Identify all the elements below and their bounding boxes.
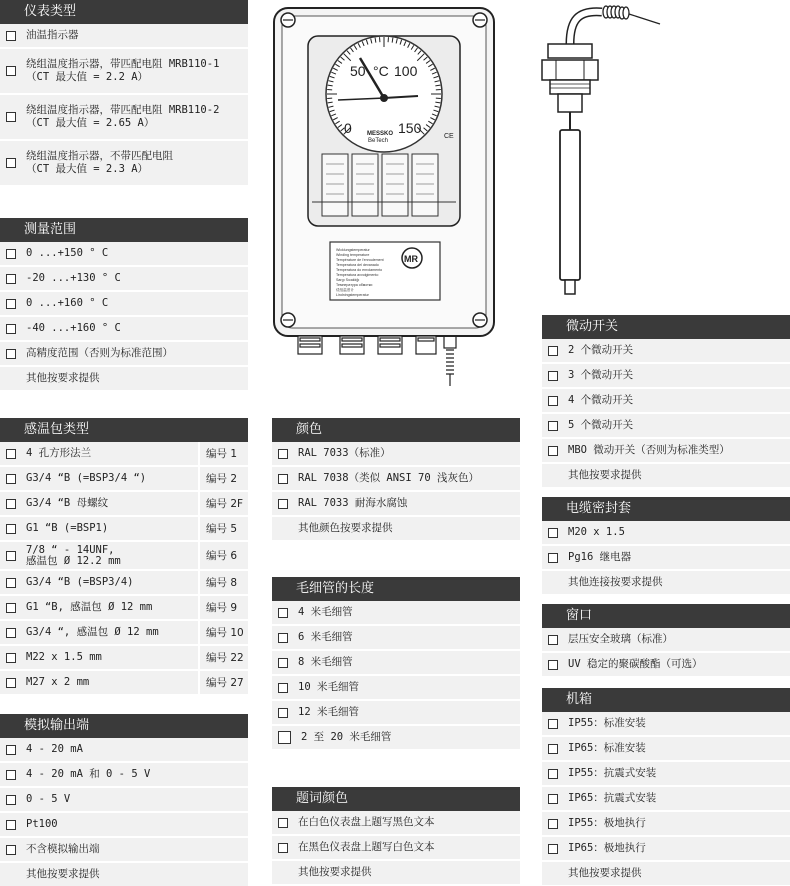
sensor-probe-illustration <box>520 0 670 312</box>
option-row[interactable]: 4 - 20 mA 和 0 - 5 V <box>0 763 248 788</box>
option-row[interactable]: 层压安全玻璃（标准） <box>542 628 790 653</box>
gauge-label-0: 0 <box>344 120 352 136</box>
checkbox[interactable] <box>6 249 16 259</box>
checkbox[interactable] <box>278 843 288 853</box>
option-row[interactable]: 7/8 “ - 14UNF, 感温包 Ø 12.2 mm 编号 6 <box>0 542 248 571</box>
option-row[interactable]: G3/4 “B (=BSP3/4) 编号 8 <box>0 571 248 596</box>
gauge-label-150: 150 <box>398 120 422 136</box>
svg-text:Wicklungstemperatur: Wicklungstemperatur <box>336 248 370 252</box>
checkbox[interactable] <box>278 499 288 509</box>
svg-text:Temperatura avvolgimento: Temperatura avvolgimento <box>336 273 379 277</box>
option-row[interactable]: M27 x 2 mm 编号 27 <box>0 671 248 696</box>
checkbox[interactable] <box>278 474 288 484</box>
section-capillary <box>272 577 520 751</box>
section-bulb <box>0 418 248 696</box>
checkbox[interactable] <box>6 603 16 613</box>
option-row[interactable]: IP65：标准安装 <box>542 737 790 762</box>
checkbox[interactable] <box>6 653 16 663</box>
checkbox[interactable] <box>6 678 16 688</box>
other-row: 其他按要求提供 <box>0 863 248 886</box>
checkbox[interactable] <box>548 346 558 356</box>
option-row[interactable]: 4 米毛细管 <box>272 601 520 626</box>
option-row[interactable]: 在白色仪表盘上题写黑色文本 <box>272 811 520 836</box>
checkbox[interactable] <box>6 474 16 484</box>
option-row[interactable]: G3/4 “B (=BSP3/4 “) 编号 2 <box>0 467 248 492</box>
section-title: 机箱 <box>542 688 790 712</box>
checkbox[interactable] <box>548 794 558 804</box>
svg-text:Температура обмотки: Температура обмотки <box>336 283 373 287</box>
option-row[interactable]: 3 个微动开关 <box>542 364 790 389</box>
option-row[interactable]: Pg16 继电器 <box>542 546 790 571</box>
option-row[interactable]: G1 “B, 感温包 Ø 12 mm 编号 9 <box>0 596 248 621</box>
checkbox[interactable] <box>548 553 558 563</box>
option-row[interactable]: 0 - 5 V <box>0 788 248 813</box>
other-row: 其他颜色按要求提供 <box>272 517 520 542</box>
option-row[interactable]: 高精度范围（否则为标准范围） <box>0 342 248 367</box>
option-row[interactable]: 油温指示器 <box>0 24 248 49</box>
other-row: 其他连接按要求提供 <box>542 571 790 596</box>
checkbox[interactable] <box>548 635 558 645</box>
option-row[interactable]: 绕组温度指示器，带匹配电阻 MRB110-2 （CT 最大值 = 2.65 A） <box>0 95 248 141</box>
checkbox[interactable] <box>548 769 558 779</box>
option-row[interactable]: G3/4 “, 感温包 Ø 12 mm 编号 10 <box>0 621 248 646</box>
checkbox[interactable] <box>548 719 558 729</box>
checkbox[interactable] <box>548 660 558 670</box>
checkbox[interactable] <box>6 31 16 41</box>
section-title: 仪表类型 <box>0 0 248 24</box>
section-title: 颜色 <box>272 418 520 442</box>
svg-text:Temperatura do enrolamento: Temperatura do enrolamento <box>336 268 383 272</box>
checkbox[interactable] <box>548 446 558 456</box>
checkbox[interactable] <box>278 818 288 828</box>
gauge-label-50: 50 <box>350 63 366 79</box>
checkbox[interactable] <box>278 683 288 693</box>
option-row[interactable]: G1 “B (=BSP1) 编号 5 <box>0 517 248 542</box>
svg-text:Winding temperature: Winding temperature <box>336 253 370 257</box>
checkbox[interactable] <box>6 324 16 334</box>
option-row[interactable]: G3/4 “B 母螺纹 编号 2F <box>0 492 248 517</box>
checkbox[interactable] <box>6 158 16 168</box>
brand-bottom: BeTech <box>368 138 389 144</box>
section-caption-color <box>272 787 520 886</box>
section-title: 模拟输出端 <box>0 714 248 738</box>
gauge-unit: °C <box>373 63 389 79</box>
checkbox[interactable] <box>278 708 288 718</box>
checkbox[interactable] <box>548 744 558 754</box>
option-row[interactable]: IP65：抗震式安装 <box>542 787 790 812</box>
svg-text:绕组温度计: 绕组温度计 <box>336 288 354 292</box>
section-range <box>0 218 248 392</box>
svg-text:Sargı Sıcaklığı: Sargı Sıcaklığı <box>336 278 360 282</box>
checkbox[interactable] <box>6 745 16 755</box>
option-row[interactable]: 绕组温度指示器，不带匹配电阻 （CT 最大值 = 2.3 A） <box>0 141 248 187</box>
svg-text:Temperatura del devanado: Temperatura del devanado <box>336 263 379 267</box>
option-row[interactable]: 6 米毛细管 <box>272 626 520 651</box>
option-row[interactable]: -40 ...+160 ° C <box>0 317 248 342</box>
other-row: 其他按要求提供 <box>542 862 790 886</box>
section-title: 毛细管的长度 <box>272 577 520 601</box>
option-row[interactable]: 0 ...+160 ° C <box>0 292 248 317</box>
section-title: 感温包类型 <box>0 418 248 442</box>
checkbox[interactable] <box>278 449 288 459</box>
option-row[interactable]: 0 ...+150 ° C <box>0 242 248 267</box>
option-row[interactable]: 2 个微动开关 <box>542 339 790 364</box>
option-row[interactable]: 4 孔方形法兰 编号 1 <box>0 442 248 467</box>
section-cable-gland <box>542 497 790 596</box>
option-row[interactable]: IP55：标准安装 <box>542 712 790 737</box>
checkbox[interactable] <box>6 112 16 122</box>
checkbox[interactable] <box>6 349 16 359</box>
svg-text:MR: MR <box>404 254 418 264</box>
checkbox[interactable] <box>6 578 16 588</box>
section-color <box>272 418 520 542</box>
checkbox[interactable] <box>6 551 16 561</box>
section-title: 窗口 <box>542 604 790 628</box>
option-row[interactable]: 8 米毛细管 <box>272 651 520 676</box>
option-row[interactable]: RAL 7033（标准） <box>272 442 520 467</box>
option-row[interactable]: 4 个微动开关 <box>542 389 790 414</box>
checkbox[interactable] <box>278 608 288 618</box>
section-title: 电缆密封套 <box>542 497 790 521</box>
section-microswitch <box>542 315 790 489</box>
checkbox[interactable] <box>548 819 558 829</box>
option-row[interactable]: UV 稳定的聚碳酸酯（可选） <box>542 653 790 678</box>
checkbox[interactable] <box>6 820 16 830</box>
section-analog <box>0 714 248 886</box>
option-row[interactable]: Pt100 <box>0 813 248 838</box>
checkbox[interactable] <box>6 770 16 780</box>
option-row[interactable]: 12 米毛细管 <box>272 701 520 726</box>
checkbox[interactable] <box>6 274 16 284</box>
checkbox[interactable] <box>6 449 16 459</box>
checkbox[interactable] <box>278 658 288 668</box>
svg-text:Lindningstemperatur: Lindningstemperatur <box>336 293 369 297</box>
checkbox[interactable] <box>278 633 288 643</box>
option-row[interactable]: RAL 7038（类似 ANSI 70 浅灰色） <box>272 467 520 492</box>
other-row: 其他按要求提供 <box>272 861 520 886</box>
section-title: 测量范围 <box>0 218 248 242</box>
checkbox[interactable] <box>548 421 558 431</box>
option-row[interactable]: 2 至 20 米毛细管 <box>272 726 520 751</box>
option-row[interactable]: MBO 微动开关（否则为标准类型） <box>542 439 790 464</box>
section-window <box>542 604 790 678</box>
checkbox[interactable] <box>6 66 16 76</box>
gauge-label-100: 100 <box>394 63 418 79</box>
checkbox[interactable] <box>6 795 16 805</box>
option-row[interactable]: M22 x 1.5 mm 编号 22 <box>0 646 248 671</box>
option-row[interactable]: IP55：抗震式安装 <box>542 762 790 787</box>
option-row[interactable]: RAL 7033 耐海水腐蚀 <box>272 492 520 517</box>
other-row: 其他按要求提供 <box>542 464 790 489</box>
section-case <box>542 688 790 886</box>
option-row[interactable]: IP55：极地执行 <box>542 812 790 837</box>
checkbox[interactable] <box>548 844 558 854</box>
checkbox[interactable] <box>548 396 558 406</box>
checkbox[interactable] <box>548 528 558 538</box>
option-row[interactable]: 4 - 20 mA <box>0 738 248 763</box>
ce-mark: CE <box>444 133 454 140</box>
checkbox[interactable] <box>278 731 291 744</box>
thermometer-gauge-illustration <box>268 2 500 392</box>
section-title: 题词颜色 <box>272 787 520 811</box>
section-title: 微动开关 <box>542 315 790 339</box>
option-row[interactable]: 10 米毛细管 <box>272 676 520 701</box>
checkbox[interactable] <box>6 499 16 509</box>
option-row[interactable]: 不含模拟输出端 <box>0 838 248 863</box>
option-row[interactable]: 5 个微动开关 <box>542 414 790 439</box>
option-row[interactable]: -20 ...+130 ° C <box>0 267 248 292</box>
svg-text:Température de l'enroulement: Température de l'enroulement <box>336 258 384 262</box>
checkbox[interactable] <box>6 299 16 309</box>
option-row[interactable]: IP65：极地执行 <box>542 837 790 862</box>
option-row[interactable]: M20 x 1.5 <box>542 521 790 546</box>
checkbox[interactable] <box>6 524 16 534</box>
checkbox[interactable] <box>548 371 558 381</box>
other-row: 其他按要求提供 <box>0 367 248 392</box>
brand-top: MESSKO <box>367 131 394 137</box>
option-row[interactable]: 在黑色仪表盘上题写白色文本 <box>272 836 520 861</box>
checkbox[interactable] <box>6 845 16 855</box>
checkbox[interactable] <box>6 628 16 638</box>
section-instrument-type <box>0 0 248 187</box>
option-row[interactable]: 绕组温度指示器，带匹配电阻 MRB110-1 （CT 最大值 = 2.2 A） <box>0 49 248 95</box>
